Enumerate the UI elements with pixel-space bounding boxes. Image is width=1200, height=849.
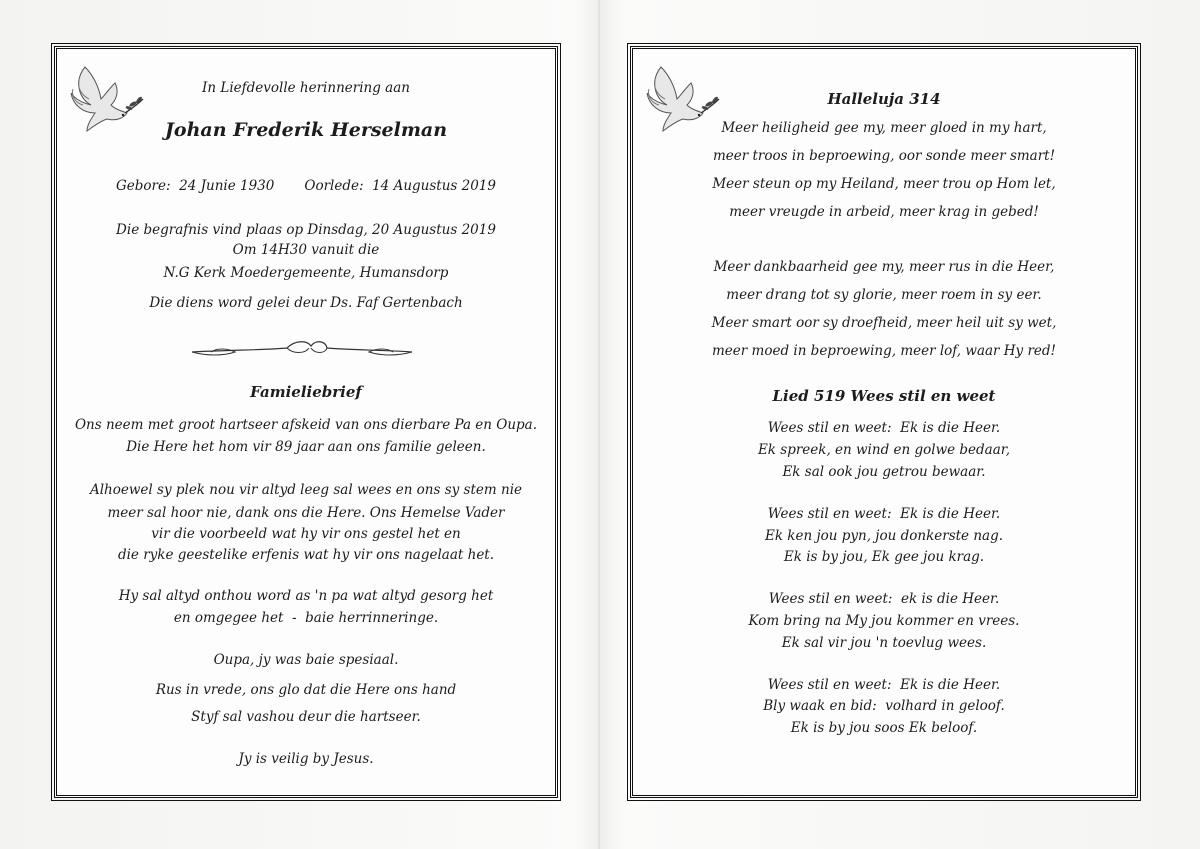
- service-line: Die begrafnis vind plaas op Dinsdag, 20 Augustus 2019: [116, 222, 496, 238]
- deceased-name: Johan Frederik Herselman: [164, 119, 448, 141]
- hymn-line: Kom bring na My jou kommer en vrees.: [748, 613, 1020, 629]
- hymn-line: meer moed in beproewing, meer lof, waar Hy red!: [712, 343, 1056, 359]
- hymn-line: Bly waak en bid: volhard in geloof.: [763, 698, 1005, 714]
- hymn-line: Meer smart oor sy droefheid, meer heil uit sy wet,: [711, 315, 1057, 331]
- service-line: Om 14H30 vanuit die: [232, 242, 380, 258]
- intro-text: In Liefdevolle herinnering aan: [202, 80, 410, 96]
- hymn-line: Wees stil en weet: Ek is die Heer.: [767, 420, 1001, 436]
- right-panel: [630, 46, 1138, 798]
- letter-line: Die Here het hom vir 89 jaar aan ons familie geleen.: [126, 439, 486, 455]
- hymn-line: Ek sal ook jou getrou bewaar.: [782, 464, 986, 480]
- hymn-line: meer drang tot sy glorie, meer roem in sy eer.: [726, 287, 1042, 303]
- hymn-line: Meer heiligheid gee my, meer gloed in my hart,: [721, 120, 1047, 136]
- hymn-line: Ek ken jou pyn, jou donkerste nag.: [764, 528, 1004, 544]
- hymn-line: Ek spreek, en wind en golwe bedaar,: [757, 442, 1011, 458]
- left-panel: [54, 46, 558, 798]
- hymn-title: Halleluja 314: [827, 90, 941, 108]
- hymn-line: Ek sal vir jou 'n toevlug wees.: [781, 635, 987, 651]
- birth-death-dates: Gebore: 24 Junie 1930 Oorlede: 14 Augustus 2019: [116, 178, 496, 194]
- letter-title: Famieliebrief: [250, 383, 362, 401]
- hymn-line: meer vreugde in arbeid, meer krag in gebed!: [729, 204, 1039, 220]
- letter-line: en omgegee het - baie herrinneringe.: [173, 610, 439, 626]
- hymn-line: Meer dankbaarheid gee my, meer rus in die Heer,: [713, 259, 1055, 275]
- ornamental-divider: [187, 336, 417, 362]
- minister-line: Die diens word gelei deur Ds. Faf Gertenbach: [149, 295, 463, 311]
- hymn-line: Wees stil en weet: Ek is die Heer.: [767, 677, 1001, 693]
- hymn-line: Wees stil en weet: Ek is die Heer.: [767, 506, 1001, 522]
- letter-line: Alhoewel sy plek nou vir altyd leeg sal wees en ons sy stem nie: [89, 482, 522, 498]
- letter-line: die ryke geestelike erfenis wat hy vir ons nagelaat het.: [117, 547, 495, 563]
- hymn-line: Ek is by jou, Ek gee jou krag.: [783, 549, 985, 565]
- hymn-title: Lied 519 Wees stil en weet: [772, 387, 996, 405]
- closing-line: Jy is veilig by Jesus.: [238, 751, 374, 767]
- letter-line: Oupa, jy was baie spesiaal.: [213, 652, 399, 668]
- letter-line: Hy sal altyd onthou word as 'n pa wat altyd gesorg het: [118, 588, 494, 604]
- service-line: N.G Kerk Moedergemeente, Humansdorp: [163, 265, 449, 281]
- letter-line: Rus in vrede, ons glo dat die Here ons hand: [155, 682, 457, 698]
- letter-line: meer sal hoor nie, dank ons die Here. Ons Hemelse Vader: [107, 505, 505, 521]
- hymn-line: Meer steun op my Heiland, meer trou op Hom let,: [712, 176, 1056, 192]
- letter-line: Ons neem met groot hartseer afskeid van ons dierbare Pa en Oupa.: [74, 417, 538, 433]
- letter-line: vir die voorbeeld wat hy vir ons gestel het en: [151, 526, 461, 542]
- letter-line: Styf sal vashou deur die hartseer.: [191, 709, 421, 725]
- hymn-line: Wees stil en weet: ek is die Heer.: [768, 591, 1000, 607]
- page-fold: [598, 0, 600, 849]
- hymn-line: meer troos in beproewing, oor sonde meer smart!: [712, 148, 1056, 164]
- hymn-line: Ek is by jou soos Ek beloof.: [790, 720, 978, 736]
